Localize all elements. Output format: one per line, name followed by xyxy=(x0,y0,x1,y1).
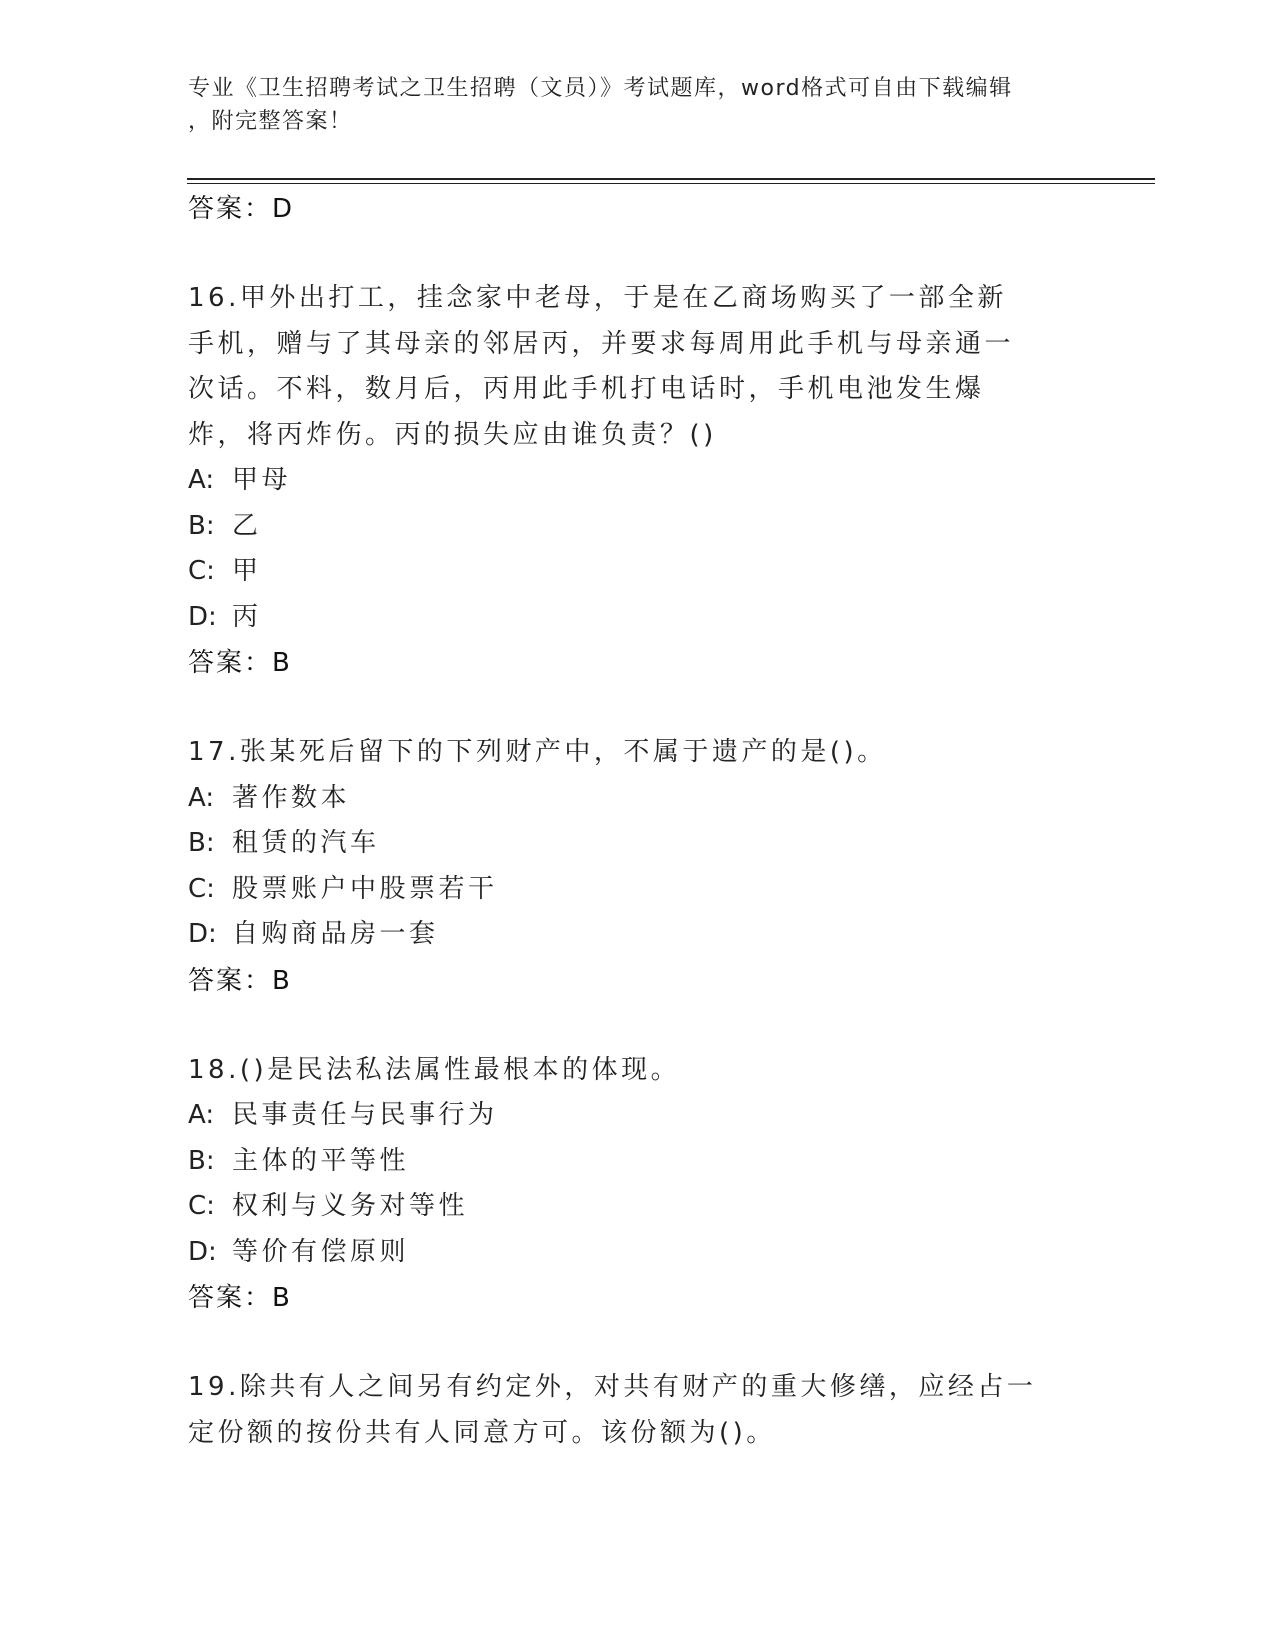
option-d xyxy=(188,1230,1088,1276)
option-text: 丙 xyxy=(232,601,262,632)
question-16 xyxy=(188,276,1088,458)
option-a xyxy=(188,458,1088,504)
option-b xyxy=(188,504,1088,550)
option-text: 股票账户中股票若干 xyxy=(232,873,498,904)
answer-line xyxy=(188,1275,1088,1321)
header-divider-thick xyxy=(187,178,1155,180)
option-key: A: xyxy=(188,465,215,495)
option-key: A: xyxy=(188,1100,215,1130)
option-key: A: xyxy=(188,782,215,813)
answer-value: B xyxy=(272,965,291,996)
option-a xyxy=(188,1093,1088,1139)
option-c xyxy=(188,867,1088,913)
option-key: C: xyxy=(188,556,215,586)
question-body: ()是民法私法属性最根本的体现。 xyxy=(239,1054,681,1085)
answer-label: 答案： xyxy=(188,194,273,224)
question-17 xyxy=(188,730,1088,776)
option-d xyxy=(188,595,1088,641)
option-key: C: xyxy=(188,873,215,904)
header-divider-thin xyxy=(187,183,1155,184)
question-number: 17. xyxy=(188,737,240,767)
option-key: B: xyxy=(188,510,215,541)
answer-label: 答案： xyxy=(188,965,273,996)
option-text: 权利与义务对等性 xyxy=(232,1191,469,1221)
option-c xyxy=(188,549,1088,595)
document-header: 专业《卫生招聘考试之卫生招聘（文员）》考试题库，word格式可自由下载编辑 ，附完整答案！ xyxy=(188,76,1013,134)
option-key: D: xyxy=(188,601,217,632)
question-number: 19. xyxy=(188,1372,240,1402)
option-d xyxy=(188,912,1088,958)
option-b xyxy=(188,1139,1088,1185)
option-key: C: xyxy=(188,1191,215,1221)
option-text: 自购商品房一套 xyxy=(232,919,439,949)
question-body: 甲外出打工，挂念家中老母，于是在乙商场购买了一部全新手机，赠与了其母亲的邻居丙，并要求每周用此手机与母亲通一次话。不料，数月后，丙用此手机打电话时，手机电池发生爆炸，将丙炸伤。丙的损失应由谁负责？() xyxy=(188,283,1015,450)
document-body xyxy=(188,186,1088,1456)
answer-line xyxy=(188,186,1088,232)
option-text: 甲母 xyxy=(232,465,292,495)
option-text: 租赁的汽车 xyxy=(232,828,380,858)
question-text xyxy=(188,1365,1043,1456)
option-text: 著作数本 xyxy=(232,782,351,813)
answer-line xyxy=(188,958,1088,1004)
option-b xyxy=(188,821,1088,867)
answer-value: D xyxy=(272,194,294,224)
option-text: 甲 xyxy=(232,556,262,586)
option-text: 乙 xyxy=(232,510,262,541)
answer-value: B xyxy=(272,648,291,678)
question-text xyxy=(188,730,1088,776)
answer-value: B xyxy=(272,1283,291,1313)
question-18 xyxy=(188,1048,1088,1094)
answer-label: 答案： xyxy=(188,1283,273,1313)
option-c xyxy=(188,1184,1088,1230)
question-text xyxy=(188,1048,1088,1094)
option-key: B: xyxy=(188,1145,215,1176)
option-key: B: xyxy=(188,828,215,858)
answer-line xyxy=(188,640,1088,686)
question-number: 18. xyxy=(188,1054,240,1085)
option-key: D: xyxy=(188,1236,217,1267)
question-body: 张某死后留下的下列财产中，不属于遗产的是()。 xyxy=(239,737,887,767)
option-text: 主体的平等性 xyxy=(232,1145,410,1176)
option-text: 等价有偿原则 xyxy=(232,1236,410,1267)
question-19 xyxy=(188,1365,1088,1456)
question-number: 16. xyxy=(188,283,240,313)
question-body: 除共有人之间另有约定外，对共有财产的重大修缮，应经占一定份额的按份共有人同意方可。该份额为()。 xyxy=(188,1372,1037,1448)
option-a xyxy=(188,776,1088,822)
question-text xyxy=(188,276,1033,458)
answer-label: 答案： xyxy=(188,648,273,678)
option-text: 民事责任与民事行为 xyxy=(232,1100,498,1130)
option-key: D: xyxy=(188,919,217,949)
